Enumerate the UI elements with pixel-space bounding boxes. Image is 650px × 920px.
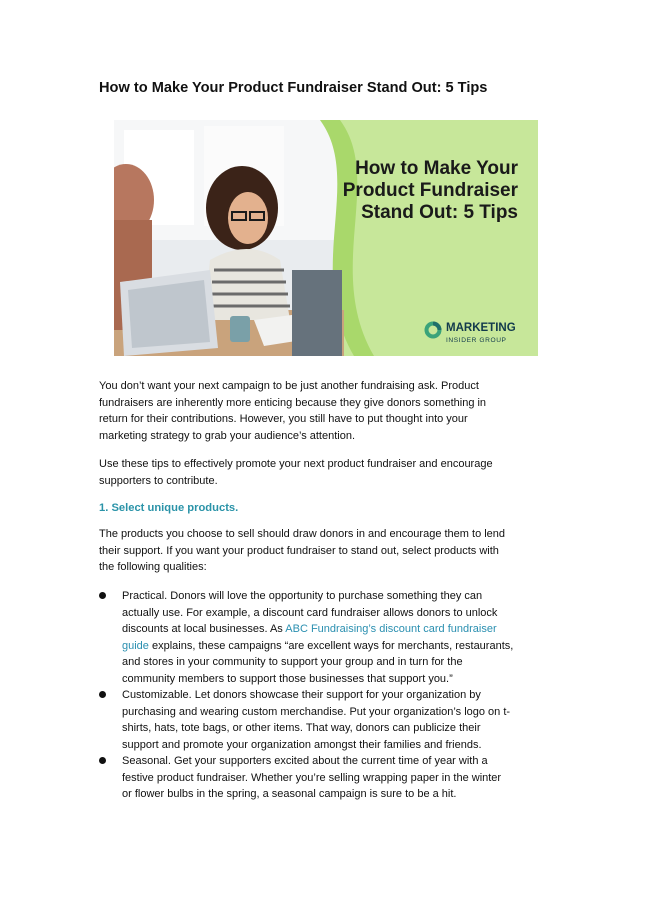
logo-text-insider-group: INSIDER GROUP: [446, 337, 507, 344]
section-1-paragraph: [99, 526, 549, 576]
text-line: festive product fundraiser. Whether you’re selling wrapping paper in the winter: [122, 771, 502, 784]
logo-ring-icon: [424, 321, 442, 339]
abc-fundraising-guide-link[interactable]: guide: [122, 639, 149, 652]
text-line: or flower bulbs in the spring, a seasonal campaign is sure to be a hit.: [122, 788, 457, 800]
qualities-list: [99, 588, 559, 803]
bullet-icon: [99, 691, 106, 698]
text-line: return for their contributions. However, you still have to put thought into your: [99, 413, 468, 425]
text-line: the following qualities:: [99, 561, 207, 573]
text-line: You don’t want your next campaign to be just another fundraising ask. Product: [99, 380, 479, 392]
text-line: Seasonal. Get your supporters excited about the current time of year with a: [122, 755, 488, 767]
list-item-customizable: [99, 687, 559, 753]
text-line: Use these tips to effectively promote your next product fundraiser and encourage: [99, 458, 493, 470]
text-line: shirts, hats, tote bags, or other items. That way, donors can publicize their: [122, 722, 481, 734]
intro-paragraph: [99, 378, 549, 444]
text-line: their support. If you want your product fundraiser to stand out, select products with: [99, 544, 499, 557]
text-line: Practical. Donors will love the opportunity to purchase something they can: [122, 590, 483, 602]
bullet-icon: [99, 592, 106, 599]
hero-title: [278, 158, 518, 224]
section-heading-1: 1. Select unique products.: [99, 502, 239, 514]
logo-text-marketing: MARKETING: [446, 322, 516, 334]
text-line: fundraisers are inherently more enticing because they give donors something in: [99, 396, 487, 409]
hero-title-line: Stand Out: 5 Tips: [361, 202, 518, 223]
tips-intro-paragraph: [99, 456, 549, 489]
text-line: support and promote your organization amongst their families and friends.: [122, 738, 482, 751]
bullet-icon: [99, 757, 106, 764]
hero-banner: [114, 120, 538, 356]
text-line: marketing strategy to grab your audience’s attention.: [99, 429, 356, 442]
hero-photo: [114, 120, 538, 356]
list-item-practical: [99, 588, 559, 687]
hero-title-line: Product Fundraiser: [342, 180, 518, 201]
hero-title-line: How to Make Your: [355, 158, 518, 179]
text-segment: explains, these campaigns “are excellent ways for merchants, restaurants,: [148, 639, 514, 652]
text-line: supporters to contribute.: [99, 474, 218, 487]
text-line: community members to support those businesses that support you.”: [122, 672, 453, 685]
text-line: [122, 621, 559, 638]
text-line: Customizable. Let donors showcase their support for your organization by: [122, 689, 481, 701]
text-line: and stores in your community to support your group and in turn for the: [122, 656, 463, 668]
text-line: [122, 638, 559, 655]
abc-fundraising-guide-link[interactable]: ABC Fundraising’s discount card fundraiser: [285, 623, 497, 635]
list-item-seasonal: [99, 753, 559, 803]
document-title: How to Make Your Product Fundraiser Stand Out: 5 Tips: [99, 80, 488, 96]
text-line: purchasing and wearing custom merchandise. Put your organization’s logo on t-: [122, 705, 511, 718]
text-segment: discounts at local businesses. As: [122, 623, 286, 635]
text-line: actually use. For example, a discount card fundraiser allows donors to unlock: [122, 606, 498, 619]
text-line: The products you choose to sell should draw donors in and encourage them to lend: [99, 528, 506, 540]
